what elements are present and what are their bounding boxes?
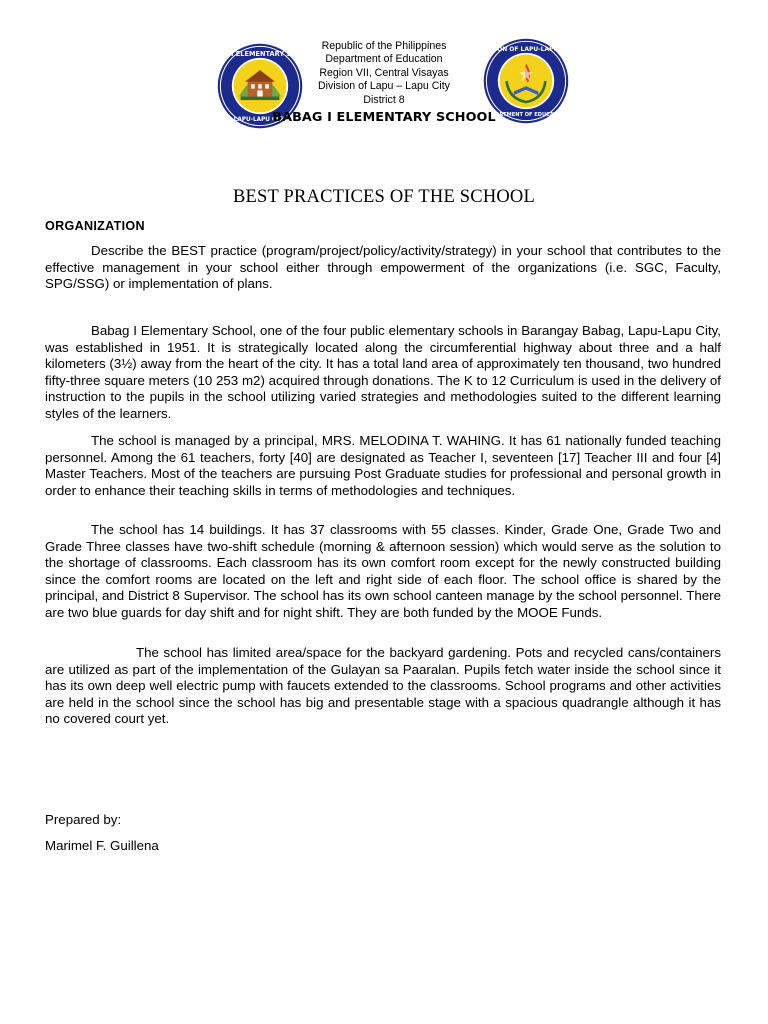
paragraph-facilities: The school has 14 buildings. It has 37 classrooms with 55 classes. Kinder, Grade One, Grade Two and Grade Three classes have two-shift schedule (morning & afternoon session) which would serve as the solution to the shortage of classrooms. Each classroom has its own comfort room except for the newly constructed building since the comfort rooms are located on the left and right side of each floor. The school office is shared by the principal, and District 8 Supervisor. The school has its own school canteen manage by the school personnel. There are two blue guards for day shift and for night shift. They are both funded by the MOOE Funds. bbox=[45, 522, 721, 620]
letterhead-line-district: District 8 bbox=[363, 93, 405, 106]
paragraph-school-background: Babag I Elementary School, one of the four public elementary schools in Barangay Babag, Lapu-Lapu City, was established in 1951. It is strategically located along the circumferential highway about three and a half kilometers (3½) away from the heart of the city. It has a total land area of approximately ten thousand, two hundred fifty-three square meters (10 253 m2) acquired through donations. The K to 12 Curriculum is used in the delivery of instruction to the pupils in the school utilizing varied strategies and methodologies suited to the different learning styles of the learners. bbox=[45, 323, 721, 421]
letterhead-line-region: Region VII, Central Visayas bbox=[319, 66, 449, 79]
document-title: BEST PRACTICES OF THE SCHOOL bbox=[233, 187, 535, 207]
right-logo-ring-text: DIVISION OF LAPU-LAPU CITY bbox=[476, 46, 576, 54]
letterhead bbox=[270, 40, 498, 107]
letterhead-line-division: Division of Lapu – Lapu City bbox=[318, 80, 450, 93]
prepared-by-name: Marimel F. Guillena bbox=[45, 838, 159, 853]
prepared-by-label: Prepared by: bbox=[45, 812, 122, 827]
section-heading: ORGANIZATION bbox=[45, 219, 145, 233]
right-logo-bottom-text: DEPARTMENT OF EDUCATION bbox=[484, 112, 568, 119]
letterhead-line-department: Department of Education bbox=[325, 53, 443, 66]
left-logo-bottom-text: LAPU-LAPU CITY bbox=[233, 117, 287, 124]
paragraph-personnel: The school is managed by a principal, MRS. MELODINA T. WAHING. It has 61 nationally funded teaching personnel. Among the 61 teachers, forty [40] are designated as Teacher I, seventeen [17] Teacher III and four [4] Master Teachers. Most of the teachers are pursuing Post Graduate studies for professional and personal growth in order to enhance their teaching skills in terms of methodologies and techniques. bbox=[45, 433, 721, 498]
instruction-paragraph: Describe the BEST practice (program/project/policy/activity/strategy) in your school that contributes to the effective management in your school either through empowerment of the organizations (i.e. SGC, Faculty, SPG/SSG) or implementation of plans. bbox=[45, 243, 721, 292]
left-logo-ring-text: BABAG I ELEMENTARY SCHOOL bbox=[203, 50, 317, 59]
letterhead-line-country: Republic of the Philippines bbox=[321, 40, 447, 52]
paragraph-gardening: The school has limited area/space for the backyard gardening. Pots and recycled cans/containers are utilized as part of the implementation of the Gulayan sa Paaralan. Pupils fetch water inside the school since it has its own deep well electric pump with faucets extended to the classrooms. School programs and other activities are held in the school since the school has big and presentable stage with a spacious quadrangle although it has no covered court yet. bbox=[45, 645, 721, 727]
school-name: BABAG I ELEMENTARY SCHOOL bbox=[272, 110, 496, 125]
